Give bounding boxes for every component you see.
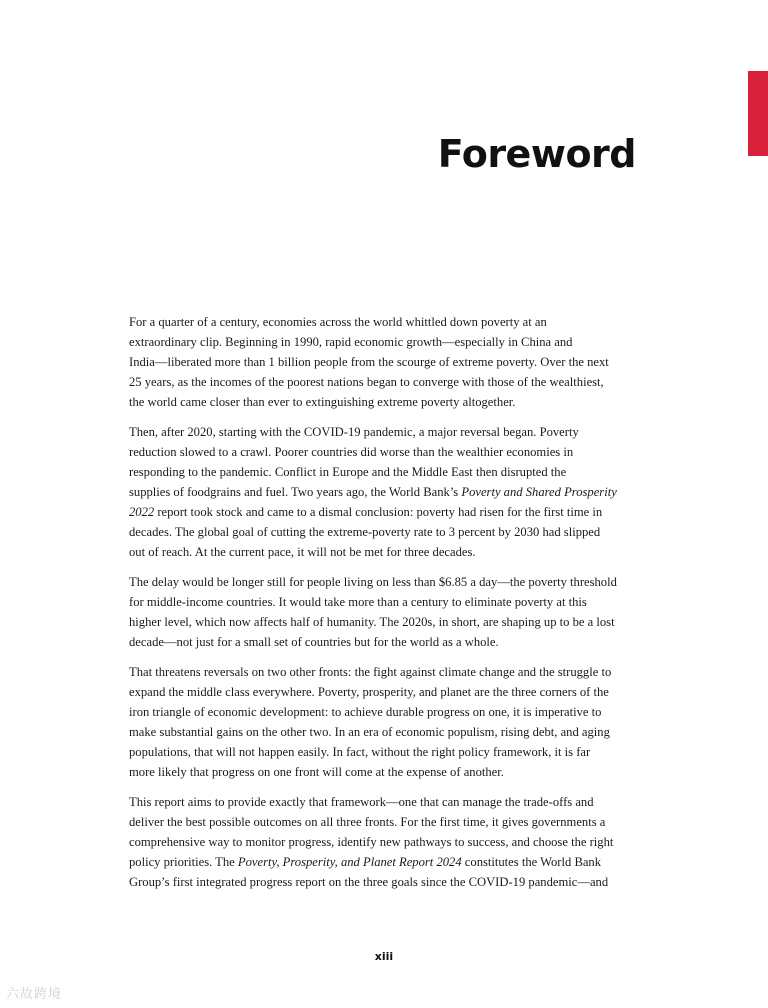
text-line [129, 522, 641, 542]
text-segment: deliver the best possible outcomes on all three fronts. For the first time, it gives governments a [129, 815, 606, 829]
page-title: Foreword [437, 132, 636, 176]
foreword-body [129, 312, 641, 902]
text-segment: iron triangle of economic development: to achieve durable progress on one, it is imperative to [129, 705, 602, 719]
text-segment: populations, that will not happen easily. In fact, without the right policy framework, it is far [129, 745, 591, 759]
text-segment: 25 years, as the incomes of the poorest nations began to converge with those of the wealthiest, [129, 375, 604, 389]
italic-title-text: Poverty and Shared Prosperity [461, 485, 617, 499]
italic-title-text: 2022 [129, 505, 155, 519]
text-line [129, 702, 641, 722]
text-segment: decade—not just for a small set of countries but for the world as a whole. [129, 635, 499, 649]
text-segment: reduction slowed to a crawl. Poorer countries did worse than the wealthier economies in [129, 445, 574, 459]
text-line [129, 502, 641, 522]
text-segment: responding to the pandemic. Conflict in Europe and the Middle East then disrupted the [129, 465, 567, 479]
text-line [129, 682, 641, 702]
text-segment: constitutes the World Bank [461, 855, 602, 869]
text-line [129, 612, 641, 632]
text-line [129, 422, 641, 442]
text-segment: policy priorities. The [129, 855, 238, 869]
text-segment: expand the middle class everywhere. Poverty, prosperity, and planet are the three corners of the [129, 685, 609, 699]
text-segment: make substantial gains on the other two. In an era of economic populism, rising debt, and aging [129, 725, 610, 739]
text-line [129, 812, 641, 832]
text-segment: supplies of foodgrains and fuel. Two years ago, the World Bank’s [129, 485, 462, 499]
text-line [129, 462, 641, 482]
text-segment: comprehensive way to monitor progress, identify new pathways to success, and choose the right [129, 835, 614, 849]
text-line [129, 792, 641, 812]
body-paragraph [129, 422, 641, 562]
text-line [129, 852, 641, 872]
text-line [129, 482, 641, 502]
text-segment: That threatens reversals on two other fronts: the fight against climate change and the struggle to [129, 665, 612, 679]
text-line [129, 312, 641, 332]
text-segment: for middle-income countries. It would take more than a century to eliminate poverty at this [129, 595, 587, 609]
text-line [129, 632, 641, 652]
text-line [129, 392, 641, 412]
text-segment: out of reach. At the current pace, it will not be met for three decades. [129, 545, 476, 559]
text-segment: more likely that progress on one front will come at the expense of another. [129, 765, 504, 779]
body-paragraph [129, 312, 641, 412]
italic-title-text: Poverty, Prosperity, and Planet Report 2024 [237, 855, 462, 869]
watermark-logo: 六故跨境 [6, 987, 63, 1002]
body-paragraph [129, 662, 641, 782]
text-line [129, 442, 641, 462]
page-number: xiii [374, 950, 394, 963]
text-line [129, 572, 641, 592]
text-segment: India—liberated more than 1 billion people from the scourge of extreme poverty. Over the next [129, 355, 609, 369]
text-line [129, 332, 641, 352]
text-line [129, 722, 641, 742]
text-line [129, 742, 641, 762]
text-line [129, 542, 641, 562]
text-segment: This report aims to provide exactly that framework—one that can manage the trade-offs and [129, 795, 594, 809]
text-segment: The delay would be longer still for people living on less than $6.85 a day—the poverty threshold [129, 575, 617, 589]
text-segment: For a quarter of a century, economies across the world whittled down poverty at an [129, 315, 547, 329]
text-line [129, 872, 641, 892]
text-segment: Group’s first integrated progress report on the three goals since the COVID-19 pandemic—and [129, 875, 609, 889]
text-segment: extraordinary clip. Beginning in 1990, rapid economic growth—especially in China and [129, 335, 573, 349]
body-paragraph [129, 572, 641, 652]
text-segment: higher level, which now affects half of humanity. The 2020s, in short, are shaping up to be a lost [129, 615, 615, 629]
text-line [129, 592, 641, 612]
text-line [129, 762, 641, 782]
text-line [129, 372, 641, 392]
text-segment: decades. The global goal of cutting the extreme-poverty rate to 3 percent by 2030 had slipped [129, 525, 601, 539]
text-segment: the world came closer than ever to extinguishing extreme poverty altogether. [129, 395, 516, 409]
text-line [129, 352, 641, 372]
body-paragraph [129, 792, 641, 892]
text-segment: report took stock and came to a dismal conclusion: poverty had risen for the first time in [154, 505, 603, 519]
text-line [129, 662, 641, 682]
chapter-tab-marker [748, 71, 768, 156]
text-line [129, 832, 641, 852]
text-segment: Then, after 2020, starting with the COVID-19 pandemic, a major reversal began. Poverty [129, 425, 579, 439]
